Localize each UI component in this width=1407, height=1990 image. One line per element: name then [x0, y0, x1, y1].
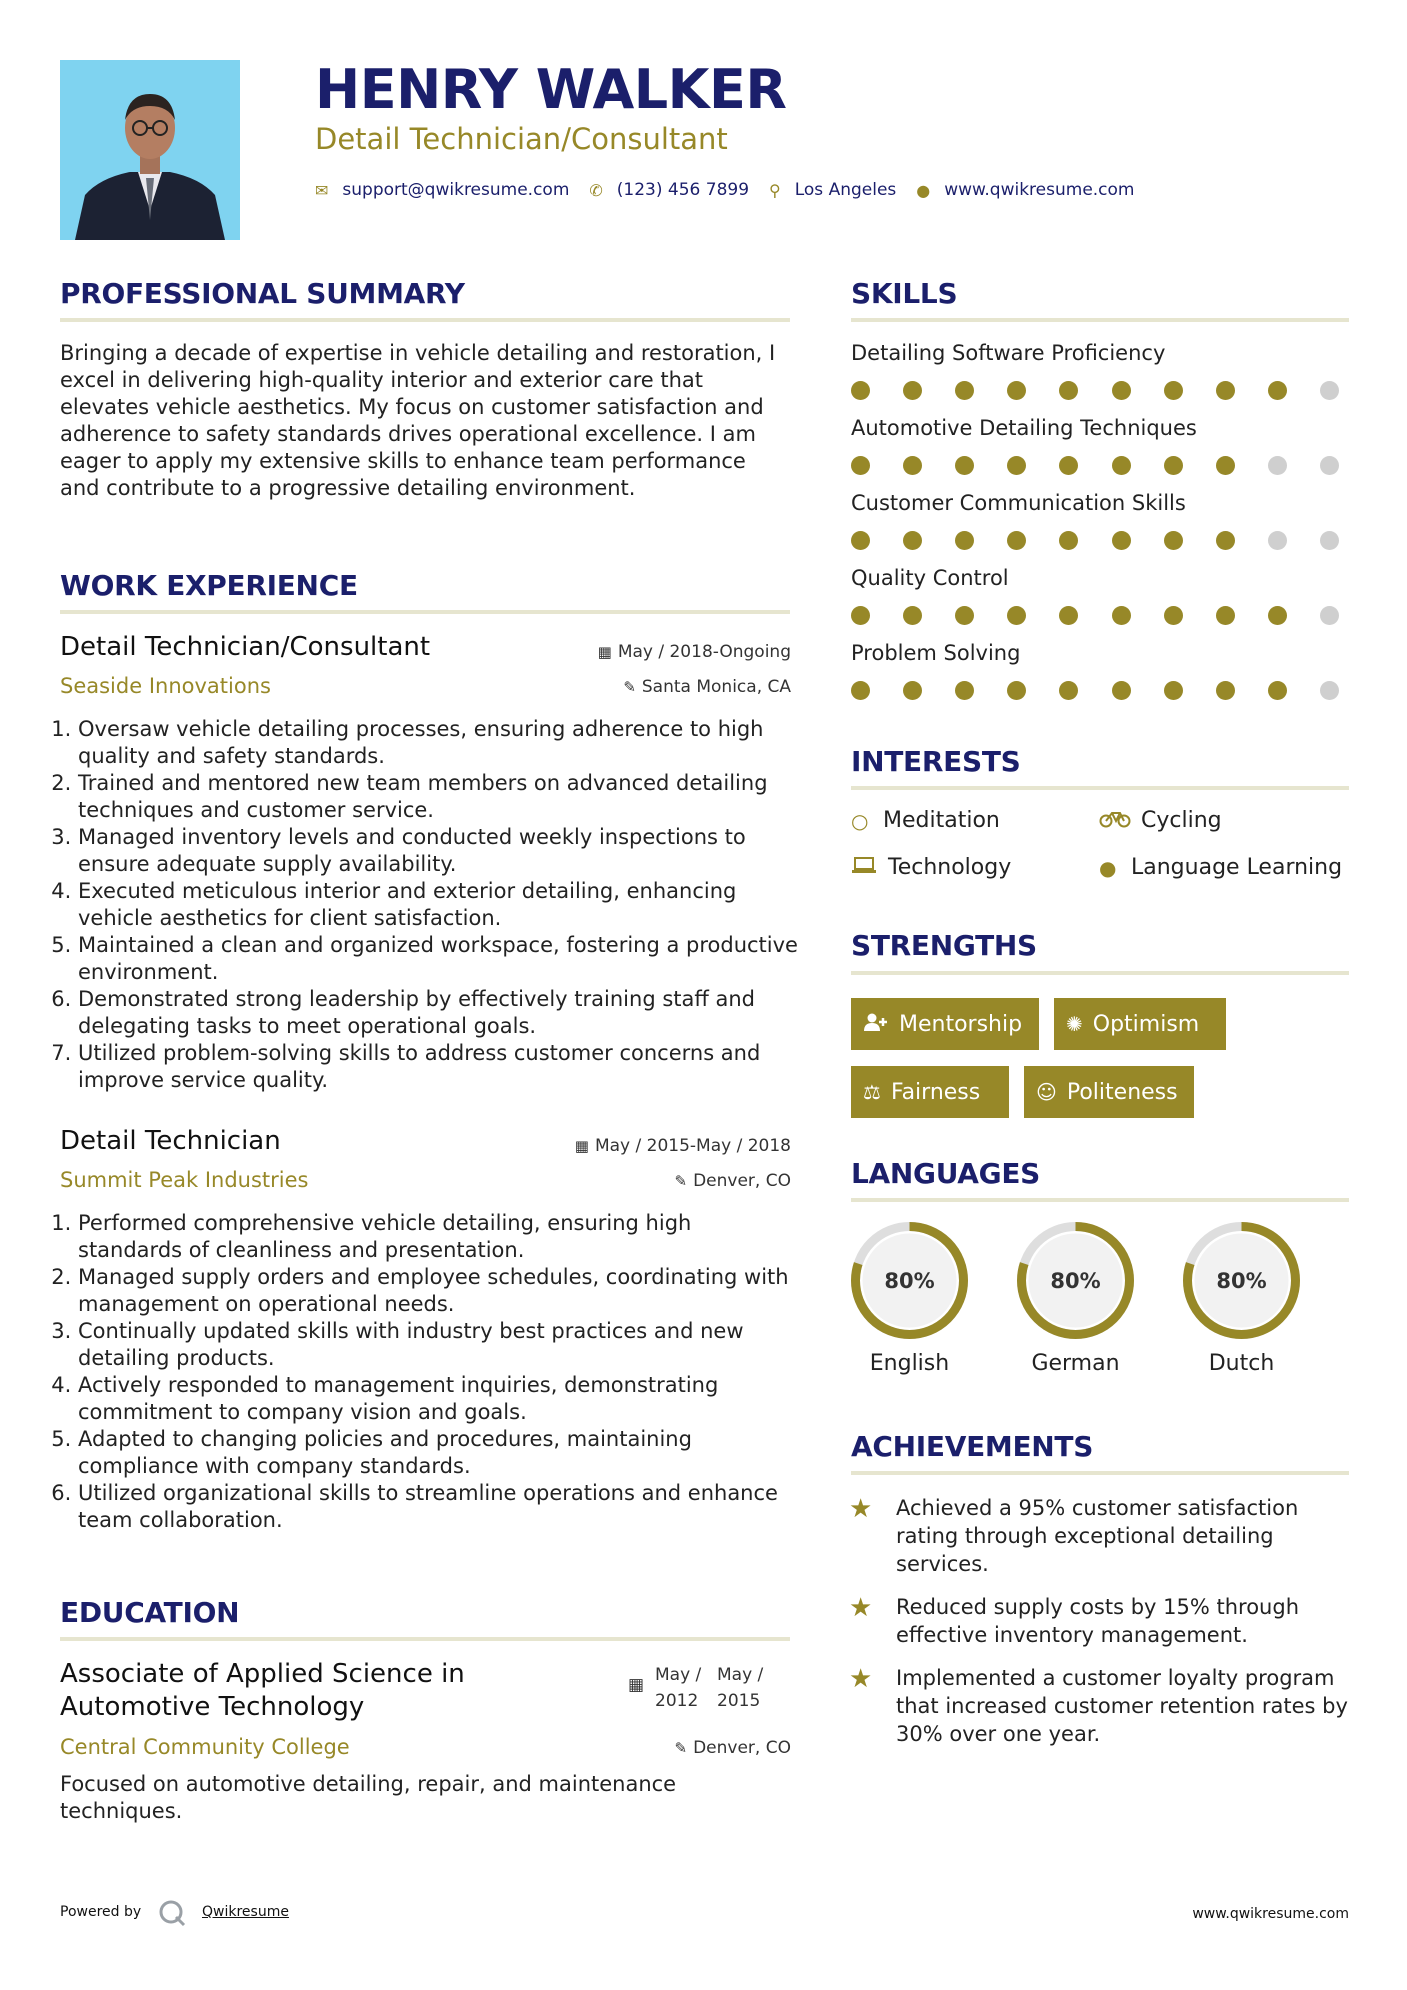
education-end-month: May / [717, 1665, 764, 1685]
achievement-item: Achieved a 95% customer satisfaction rating through exceptional detailing services. [896, 1496, 1299, 1576]
duty-item: 1. Oversaw vehicle detailing processes, ensuring adherence to high quality and safety standards. [78, 716, 800, 770]
footer-url[interactable]: www.qwikresume.com [1192, 1906, 1349, 1922]
duty-item: 2. Managed supply orders and employee schedules, coordinating with management on operational needs. [78, 1264, 800, 1318]
rating-dot-filled [1059, 456, 1078, 475]
globe-icon: ● [1099, 855, 1117, 880]
section-divider [851, 1198, 1349, 1202]
education-start-year: 2012 [655, 1691, 699, 1711]
rating-dot-filled [1059, 531, 1078, 550]
rating-dot-filled [955, 681, 974, 700]
job-location [623, 677, 791, 697]
strength-label: Mentorship [899, 1011, 1023, 1037]
duty-item: 2. Trained and mentored new team members on advanced detailing techniques and customer service. [78, 770, 800, 824]
footer-brand-link[interactable]: Qwikresume [202, 1904, 289, 1920]
rating-dot-filled [955, 381, 974, 400]
laptop-icon [851, 855, 888, 880]
language-item [1179, 1218, 1304, 1376]
duty-item: 4. Actively responded to management inquiries, demonstrating commitment to company vision and goals. [78, 1372, 800, 1426]
section-divider [60, 1637, 790, 1641]
strength-tag [1024, 1066, 1194, 1118]
strengths-heading: STRENGTHS [851, 929, 1037, 962]
interest-label: Meditation [883, 808, 1000, 833]
achievement-item: Implemented a customer loyalty program that increased customer retention rates by 30% over one year. [896, 1666, 1348, 1746]
rating-dot-filled [1059, 606, 1078, 625]
summary-heading: PROFESSIONAL SUMMARY [60, 277, 465, 310]
map-pin-icon: ⚲ [769, 180, 781, 200]
duty-item: 5. Adapted to changing policies and procedures, maintaining compliance with company standards. [78, 1426, 800, 1480]
rating-dot-filled [1216, 531, 1235, 550]
circle-icon: ○ [851, 808, 869, 833]
degree-line: Automotive Technology [60, 1692, 365, 1722]
skill-name: Quality Control [851, 566, 1009, 590]
skill-name: Customer Communication Skills [851, 491, 1186, 515]
interests-heading: INTERESTS [851, 745, 1021, 778]
duty-item: 4. Executed meticulous interior and exterior detailing, enhancing vehicle aesthetics for client satisfaction. [78, 878, 800, 932]
rating-dot-filled [1216, 381, 1235, 400]
interest-label: Technology [888, 855, 1012, 880]
rating-dot-filled [903, 681, 922, 700]
duty-item: 3. Managed inventory levels and conducted weekly inspections to ensure adequate supply availability. [78, 824, 800, 878]
scale-icon: ⚖ [863, 1080, 881, 1104]
skill-rating [851, 531, 1339, 551]
profile-photo [60, 60, 240, 240]
rating-dot-empty [1320, 531, 1339, 550]
education-description: Focused on automotive detailing, repair, and maintenance techniques. [60, 1772, 677, 1823]
interest-label: Cycling [1141, 808, 1222, 833]
rating-dot-filled [955, 456, 974, 475]
rating-dot-empty [1320, 681, 1339, 700]
star-icon: ★ [849, 1664, 873, 1694]
rating-dot-filled [1112, 381, 1131, 400]
rating-dot-filled [1216, 681, 1235, 700]
rating-dot-filled [1164, 681, 1183, 700]
skill-rating [851, 381, 1339, 401]
language-name: Dutch [1208, 1351, 1275, 1376]
rating-dot-filled [1007, 456, 1026, 475]
rating-dot-filled [903, 531, 922, 550]
skill-name: Detailing Software Proficiency [851, 341, 1166, 365]
rating-dot-filled [1112, 531, 1131, 550]
bicycle-icon [1099, 808, 1141, 833]
gauge-label: 80% [884, 1269, 935, 1293]
work-heading: WORK EXPERIENCE [60, 569, 358, 602]
candidate-role: Detail Technician/Consultant [315, 122, 728, 156]
rating-dot-filled [1007, 606, 1026, 625]
strength-label: Politeness [1066, 1079, 1178, 1105]
rating-dot-filled [1059, 681, 1078, 700]
language-gauge [1013, 1218, 1138, 1343]
rating-dot-empty [1320, 381, 1339, 400]
section-divider [60, 318, 790, 322]
interest-item [1099, 808, 1222, 833]
rating-dot-filled [955, 606, 974, 625]
contact-location: Los Angeles [794, 180, 897, 200]
rating-dot-empty [1268, 531, 1287, 550]
rating-dot-filled [903, 381, 922, 400]
powered-by-label: Powered by [60, 1904, 142, 1920]
rating-dot-filled [851, 606, 870, 625]
job-company: Seaside Innovations [60, 674, 271, 698]
rating-dot-filled [1268, 681, 1287, 700]
skill-rating [851, 456, 1339, 476]
interest-item [851, 855, 1011, 880]
rating-dot-filled [955, 531, 974, 550]
duty-item: 5. Maintained a clean and organized workspace, fostering a productive environment. [78, 932, 800, 986]
education-heading: EDUCATION [60, 1596, 240, 1629]
job-dates [598, 642, 791, 662]
education-location [675, 1738, 791, 1758]
rating-dot-filled [1112, 681, 1131, 700]
sun-icon: ✺ [1066, 1012, 1083, 1036]
degree-line: Associate of Applied Science in [60, 1659, 465, 1689]
rating-dot-filled [903, 606, 922, 625]
education-start-month: May / [655, 1665, 702, 1685]
education-end [717, 1662, 763, 1714]
achievement-item: Reduced supply costs by 15% through effective inventory management. [896, 1595, 1300, 1647]
language-item [1013, 1218, 1138, 1376]
contact-phone[interactable]: (123) 456 7899 [616, 180, 750, 200]
strength-tag [851, 998, 1039, 1050]
language-name: German [1031, 1351, 1120, 1376]
duty-item: 1. Performed comprehensive vehicle detailing, ensuring high standards of cleanliness and presentation. [78, 1210, 800, 1264]
star-icon: ★ [849, 1494, 873, 1524]
phone-icon: ✆ [589, 180, 603, 200]
strength-tag [851, 1066, 1009, 1118]
education-location-text: Denver, CO [693, 1738, 791, 1758]
skill-rating [851, 606, 1339, 626]
calendar-icon: ▦ [574, 1137, 589, 1155]
rating-dot-filled [851, 681, 870, 700]
section-divider [851, 786, 1349, 790]
rating-dot-filled [1059, 381, 1078, 400]
calendar-icon: ▦ [628, 1675, 645, 1695]
job-title: Detail Technician [60, 1126, 281, 1156]
rating-dot-filled [1164, 606, 1183, 625]
summary-text: Bringing a decade of expertise in vehicle detailing and restoration, I excel in delivering high-quality interior and exterior care that elevates vehicle aesthetics. My focus on customer satisfaction and adherence to safety standards drives operational excellence. I am eager to apply my extensive skills to enhance team performance and contribute to a progressive detailing environment. [60, 341, 776, 500]
skill-rating [851, 681, 1339, 701]
globe-icon: ● [916, 180, 931, 200]
language-gauge [1179, 1218, 1304, 1343]
rating-dot-filled [1268, 606, 1287, 625]
job-dates-text: May / 2018-Ongoing [617, 642, 791, 662]
smile-icon: ☺ [1036, 1080, 1057, 1104]
job-location-text: Denver, CO [693, 1171, 791, 1191]
rating-dot-filled [903, 456, 922, 475]
candidate-name: HENRY WALKER [315, 58, 787, 121]
job-location [675, 1171, 791, 1191]
rating-dot-empty [1268, 456, 1287, 475]
section-divider [851, 971, 1349, 975]
rating-dot-empty [1320, 606, 1339, 625]
rating-dot-filled [1164, 531, 1183, 550]
contact-bar [315, 180, 1155, 200]
job-title: Detail Technician/Consultant [60, 632, 431, 662]
rating-dot-filled [1112, 456, 1131, 475]
user-plus-icon [863, 1012, 889, 1037]
rating-dot-filled [1007, 381, 1026, 400]
pushpin-icon: ✎ [623, 678, 636, 696]
gauge-label: 80% [1216, 1269, 1267, 1293]
strength-label: Fairness [890, 1079, 981, 1105]
job-location-text: Santa Monica, CA [641, 677, 791, 697]
job-dates-text: May / 2015-May / 2018 [594, 1136, 791, 1156]
duty-item: 6. Demonstrated strong leadership by effectively training staff and delegating tasks to meet operational goals. [78, 986, 800, 1040]
job-dates [575, 1136, 791, 1156]
rating-dot-filled [851, 531, 870, 550]
duty-item: 7. Utilized problem-solving skills to address customer concerns and improve service quality. [78, 1040, 800, 1094]
rating-dot-filled [1007, 681, 1026, 700]
rating-dot-filled [851, 456, 870, 475]
degree-title [60, 1658, 465, 1724]
star-icon: ★ [849, 1593, 873, 1623]
rating-dot-filled [851, 381, 870, 400]
interest-item [851, 808, 1000, 833]
strength-tag [1054, 998, 1226, 1050]
language-name: English [869, 1351, 950, 1376]
language-item [847, 1218, 972, 1376]
rating-dot-filled [1216, 606, 1235, 625]
rating-dot-empty [1320, 456, 1339, 475]
job-duties-list [60, 1210, 800, 1534]
skills-heading: SKILLS [851, 277, 958, 310]
rating-dot-filled [1112, 606, 1131, 625]
education-end-year: 2015 [717, 1691, 761, 1711]
envelope-icon: ✉ [315, 180, 329, 200]
education-start [655, 1662, 701, 1714]
section-divider [851, 1471, 1349, 1475]
duty-item: 3. Continually updated skills with industry best practices and new detailing products. [78, 1318, 800, 1372]
rating-dot-filled [1268, 381, 1287, 400]
rating-dot-filled [1164, 456, 1183, 475]
contact-email[interactable]: support@qwikresume.com [342, 180, 570, 200]
qwikresume-logo-icon [157, 1898, 187, 1932]
calendar-icon: ▦ [597, 643, 612, 661]
gauge-label: 80% [1050, 1269, 1101, 1293]
section-divider [851, 318, 1349, 322]
languages-heading: LANGUAGES [851, 1157, 1041, 1190]
duty-item: 6. Utilized organizational skills to streamline operations and enhance team collaboration. [78, 1480, 800, 1534]
pushpin-icon: ✎ [674, 1739, 688, 1757]
skill-name: Problem Solving [851, 641, 1021, 665]
strength-label: Optimism [1092, 1011, 1200, 1037]
rating-dot-filled [1007, 531, 1026, 550]
language-gauge [847, 1218, 972, 1343]
job-company: Summit Peak Industries [60, 1168, 309, 1192]
achievements-heading: ACHIEVEMENTS [851, 1430, 1094, 1463]
rating-dot-filled [1164, 381, 1183, 400]
pushpin-icon: ✎ [674, 1172, 688, 1190]
job-duties-list [60, 716, 800, 1094]
interest-label: Language Learning [1131, 855, 1343, 880]
school-name: Central Community College [60, 1735, 350, 1759]
skill-name: Automotive Detailing Techniques [851, 416, 1197, 440]
contact-website[interactable]: www.qwikresume.com [944, 180, 1135, 200]
rating-dot-filled [1216, 456, 1235, 475]
section-divider [60, 610, 790, 614]
interest-item [1099, 855, 1342, 880]
